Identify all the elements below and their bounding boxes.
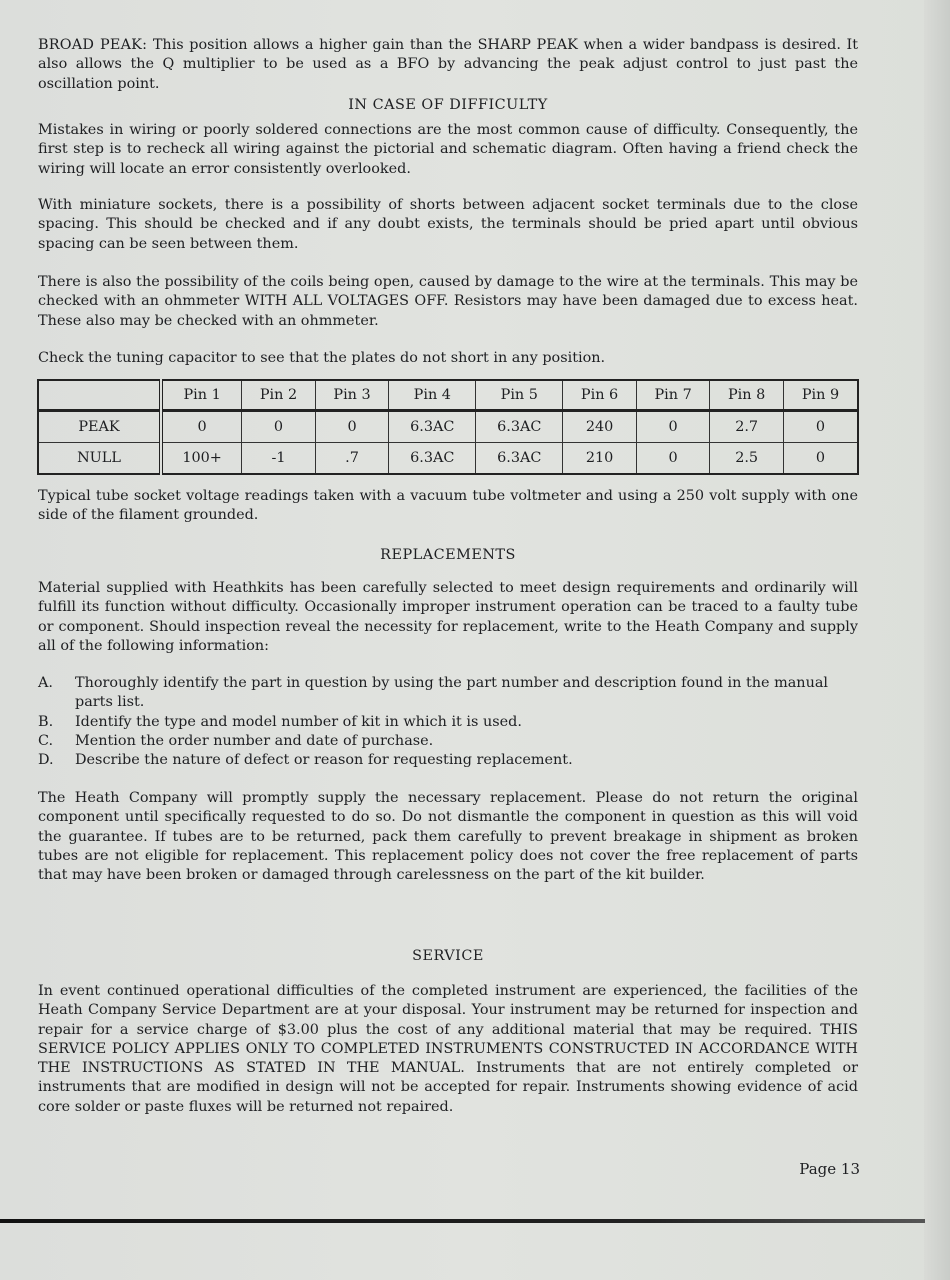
list-item-text: Thoroughly identify the part in question by using the part number and description found in the manual parts list. xyxy=(75,675,829,711)
header-pin-8: Pin 8 xyxy=(710,380,784,411)
list-item-letter: B. xyxy=(38,713,54,730)
table-cell: 0 xyxy=(161,411,242,443)
table-cell: 2.7 xyxy=(710,411,784,443)
heading-service: SERVICE xyxy=(412,948,484,964)
table-row-null xyxy=(38,443,858,475)
table-cell: 0 xyxy=(636,443,710,475)
difficulty-paragraph-sockets: With miniature sockets, there is a possibility of shorts between adjacent socket terminals due to the close spacing. This should be checked and if any doubt exists, the terminals should be pried apart until obvious spacing can be seen between them. xyxy=(38,197,858,252)
difficulty-paragraph-coils: There is also the possibility of the coils being open, caused by damage to the wire at the terminals. This may be checked with an ohmmeter WITH ALL VOLTAGES OFF. Resistors may have been damaged due to excess heat. These also may be checked with an ohmmeter. xyxy=(38,274,858,329)
list-item-text: Identify the type and model number of kit in which it is used. xyxy=(75,713,522,730)
table-cell: 0 xyxy=(636,411,710,443)
list-item-letter: A. xyxy=(38,675,53,691)
table-cell: 6.3AC xyxy=(476,443,563,475)
table-cell: 210 xyxy=(563,443,637,475)
header-pin-4: Pin 4 xyxy=(389,380,476,411)
table-cell: 2.5 xyxy=(710,443,784,475)
broad-peak-text: This position allows a higher gain than the SHARP PEAK when a wider bandpass is desired. It also allows the Q multiplier to be used as a BFO by advancing the peak adjust control to just past the oscillation point. xyxy=(38,37,858,92)
table-cell: 6.3AC xyxy=(476,411,563,443)
list-item xyxy=(38,674,860,713)
header-pin-1: Pin 1 xyxy=(161,380,242,411)
header-pin-7: Pin 7 xyxy=(636,380,710,411)
table-caption: Typical tube socket voltage readings taken with a vacuum tube voltmeter and using a 250 volt supply with one side of the filament grounded. xyxy=(38,488,858,524)
difficulty-paragraph-wiring: Mistakes in wiring or poorly soldered connections are the most common cause of difficulty. Consequently, the first step is to recheck all wiring against the pictorial and schematic diagram. Often having a friend check the wiring will locate an error consistently overlooked. xyxy=(38,122,858,177)
list-item xyxy=(38,751,860,770)
page-edge-shadow xyxy=(924,0,950,1280)
list-item-letter: D. xyxy=(38,752,54,769)
table-cell: 0 xyxy=(783,411,858,443)
heading-replacements: REPLACEMENTS xyxy=(380,547,516,563)
header-pin-2: Pin 2 xyxy=(242,380,316,411)
header-pin-9: Pin 9 xyxy=(783,380,858,411)
service-paragraph: In event continued operational difficulties of the completed instrument are experienced, the facilities of the Heath Company Service Department are at your disposal. Your instrument may be returned for inspection and repair for a service charge of $3.00 plus the cost of any additional material that may be required. THIS SERVICE POLICY APPLIES ONLY TO COMPLETED INSTRUMENTS CONSTRUCTED IN ACCORDANCE WITH THE INSTRUCTIONS AS STATED IN THE MANUAL. Instruments that are not entirely completed or instruments that are modified in design will not be accepted for repair. Instruments showing evidence of acid core solder or paste fluxes will be returned not repaired. xyxy=(38,983,858,1115)
replacements-policy-paragraph: The Heath Company will promptly supply the necessary replacement. Please do not return the original component until specifically requested to do so. Do not dismantle the component in question as this will void the guarantee. If tubes are to be returned, pack them carefully to prevent breakage in shipment as broken tubes are not eligible for replacement. This replacement policy does not cover the free replacement of parts that may have been broken or damaged through carelessness on the part of the kit builder. xyxy=(38,790,858,884)
table-cell: 6.3AC xyxy=(389,411,476,443)
difficulty-paragraph-capacitor: Check the tuning capacitor to see that the plates do not short in any position. xyxy=(38,350,606,366)
broad-peak-lead: BROAD PEAK: xyxy=(38,37,148,53)
page-number: Page 13 xyxy=(799,1160,860,1178)
row-label-peak: PEAK xyxy=(38,411,161,443)
table-cell: 100+ xyxy=(161,443,242,475)
table-row-peak xyxy=(38,411,858,443)
table-cell: 0 xyxy=(242,411,316,443)
table-cell: .7 xyxy=(315,443,389,475)
table-header-row xyxy=(38,380,858,411)
list-item-letter: C. xyxy=(38,732,54,749)
row-label-null: NULL xyxy=(38,443,161,475)
replacement-info-list xyxy=(38,674,860,770)
broad-peak-paragraph xyxy=(38,36,858,94)
table-cell: 0 xyxy=(315,411,389,443)
header-pin-6: Pin 6 xyxy=(563,380,637,411)
header-corner-cell xyxy=(38,380,161,411)
list-item xyxy=(38,713,860,732)
table-cell: 0 xyxy=(783,443,858,475)
table-cell: -1 xyxy=(242,443,316,475)
table-cell: 6.3AC xyxy=(389,443,476,475)
header-pin-5: Pin 5 xyxy=(476,380,563,411)
replacements-intro-paragraph: Material supplied with Heathkits has been carefully selected to meet design requirements and ordinarily will fulfill its function without difficulty. Occasionally improper instrument operation can be traced to a faulty tube or component. Should inspection reveal the necessity for replacement, write to the Heath Company and supply all of the following information: xyxy=(38,580,858,654)
voltage-readings-table xyxy=(37,379,859,475)
list-item-text: Describe the nature of defect or reason for requesting replacement. xyxy=(75,752,573,769)
list-item xyxy=(38,732,860,751)
table-cell: 240 xyxy=(563,411,637,443)
heading-in-case-of-difficulty: IN CASE OF DIFFICULTY xyxy=(348,97,548,113)
list-item-text: Mention the order number and date of purchase. xyxy=(75,732,434,749)
header-pin-3: Pin 3 xyxy=(315,380,389,411)
bottom-rule xyxy=(0,1219,925,1223)
